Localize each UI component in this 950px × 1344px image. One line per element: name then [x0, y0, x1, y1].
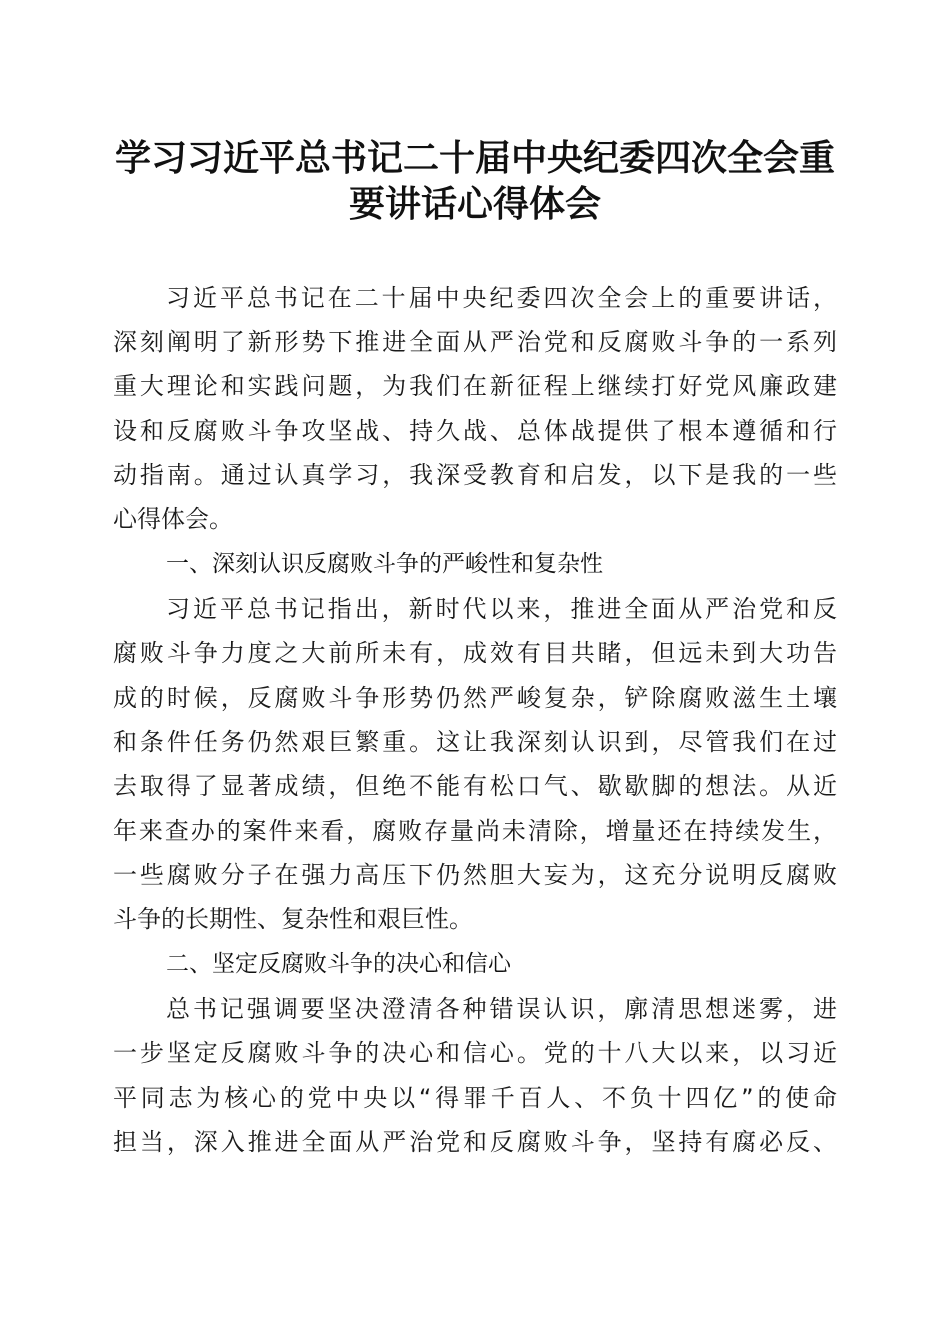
paragraph-line: 总书记强调要坚决澄清各种错误认识，廓清思想迷雾，进 — [166, 995, 837, 1023]
paragraph-line: 深刻阐明了新形势下推进全面从严治党和反腐败斗争的一系列 — [113, 328, 837, 356]
paragraph-line: 担当，深入推进全面从严治党和反腐败斗争，坚持有腐必反、 — [113, 1128, 837, 1156]
paragraph-line: 一些腐败分子在强力高压下仍然胆大妄为，这充分说明反腐败 — [113, 861, 837, 889]
document-title-line-1: 学习习近平总书记二十届中央纪委四次全会重 — [114, 137, 835, 179]
paragraph-line: 动指南。通过认真学习，我深受教育和启发，以下是我的一些 — [113, 461, 837, 489]
paragraph-line: 年来查办的案件来看，腐败存量尚未清除，增量还在持续发生， — [113, 817, 837, 845]
paragraph-line: 成的时候，反腐败斗争形势仍然严峻复杂，铲除腐败滋生土壤 — [113, 684, 837, 712]
document-title-line-2: 要讲话心得体会 — [348, 183, 601, 225]
paragraph-line: 一步坚定反腐败斗争的决心和信心。党的十八大以来，以习近 — [113, 1039, 837, 1067]
paragraph-line: 和条件任务仍然艰巨繁重。这让我深刻认识到，尽管我们在过 — [113, 728, 837, 756]
paragraph-line: 习近平总书记在二十届中央纪委四次全会上的重要讲话， — [166, 284, 837, 312]
paragraph-line: 重大理论和实践问题，为我们在新征程上继续打好党风廉政建 — [113, 372, 837, 400]
section-heading-1: 一、深刻认识反腐败斗争的严峻性和复杂性 — [166, 551, 603, 577]
paragraph-line: 斗争的长期性、复杂性和艰巨性。 — [113, 905, 473, 933]
paragraph-line: 心得体会。 — [113, 505, 233, 533]
section-heading-2: 二、坚定反腐败斗争的决心和信心 — [166, 951, 511, 977]
paragraph-line: 平同志为核心的党中央以“得罪千百人、不负十四亿”的使命 — [113, 1084, 837, 1112]
paragraph-line: 去取得了显著成绩，但绝不能有松口气、歇歇脚的想法。从近 — [113, 772, 837, 800]
paragraph-line: 设和反腐败斗争攻坚战、持久战、总体战提供了根本遵循和行 — [113, 417, 837, 445]
paragraph-line: 腐败斗争力度之大前所未有，成效有目共睹，但远未到大功告 — [113, 639, 837, 667]
paragraph-line: 习近平总书记指出，新时代以来，推进全面从严治党和反 — [166, 595, 837, 623]
